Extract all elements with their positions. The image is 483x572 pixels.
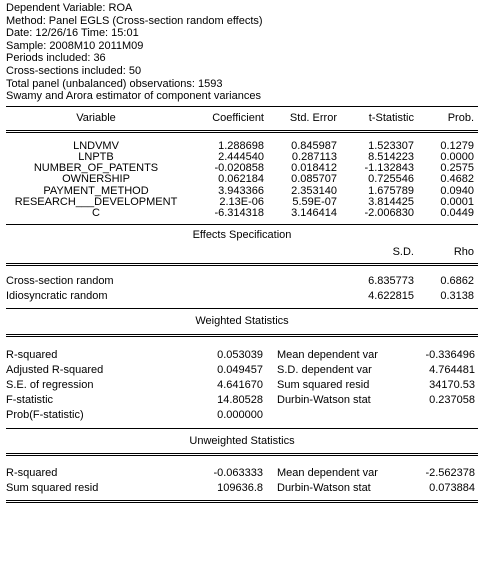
col-sd: S.D. — [392, 246, 414, 259]
std-error: 0.287113 — [291, 150, 337, 163]
stat-value: -2.562378 — [425, 467, 475, 480]
table-row — [6, 348, 478, 363]
weighted-title: Weighted Statistics — [195, 315, 289, 328]
table-row — [6, 289, 478, 304]
effect-rho: 0.6862 — [440, 275, 474, 288]
estimation-header — [6, 2, 478, 103]
prob: 0.4682 — [440, 173, 474, 186]
stat-label: Sum squared resid — [6, 482, 99, 495]
coefficient: -6.314318 — [214, 206, 264, 219]
unweighted-body — [6, 466, 478, 496]
stat-value: 4.641670 — [217, 379, 263, 392]
stat-label: S.D. dependent var — [277, 364, 372, 377]
effects-header — [6, 246, 478, 259]
effect-label: Cross-section random — [6, 275, 114, 288]
stat-label: S.E. of regression — [6, 379, 94, 392]
stat-label: Sum squared resid — [277, 379, 370, 392]
stat-label: Mean dependent var — [277, 349, 378, 362]
estimator-note: Swamy and Arora estimator of component variances — [6, 90, 261, 103]
stat-label: Durbin-Watson stat — [277, 394, 371, 407]
table-row — [6, 363, 478, 378]
t-statistic: 1.675789 — [368, 184, 414, 197]
stat-value: 0.000000 — [217, 409, 263, 422]
coefficient: 2.13E-06 — [219, 195, 264, 208]
stat-label: Prob(F-statistic) — [6, 409, 84, 422]
col-coefficient: Coefficient — [212, 111, 264, 124]
table-row — [6, 408, 478, 423]
coefficient: 3.943366 — [218, 184, 264, 197]
coefficient: 0.062184 — [218, 173, 264, 186]
table-row — [6, 393, 478, 408]
table-row — [6, 274, 478, 289]
table-row — [6, 378, 478, 393]
sample: Sample: 2008M10 2011M09 — [6, 39, 144, 52]
table-row — [6, 481, 478, 496]
coefficient: 2.444540 — [218, 150, 264, 163]
effects-body — [6, 274, 478, 304]
variable-name: NUMBER_OF_PATENTS — [33, 162, 159, 175]
t-statistic: -1.132843 — [364, 162, 414, 175]
col-prob: Prob. — [447, 111, 474, 124]
cross-sections-included: Cross-sections included: 50 — [6, 64, 142, 77]
unweighted-title: Unweighted Statistics — [189, 435, 295, 448]
prob: 0.2575 — [440, 162, 474, 175]
std-error: 3.146414 — [291, 206, 337, 219]
dependent-variable: Dependent Variable: ROA — [6, 2, 133, 14]
col-variable: Variable — [76, 111, 116, 124]
divider — [6, 500, 478, 501]
stat-value: 0.237058 — [429, 394, 475, 407]
prob: 0.0000 — [440, 150, 474, 163]
stat-value: 14.80528 — [217, 394, 263, 407]
t-statistic: 8.514223 — [368, 150, 414, 163]
std-error: 0.018412 — [291, 162, 337, 175]
prob: 0.0001 — [440, 195, 474, 208]
coef-table-body — [6, 141, 478, 219]
t-statistic: -2.006830 — [364, 206, 414, 219]
stat-label: Durbin-Watson stat — [277, 482, 371, 495]
coefficient: -0.020858 — [214, 162, 264, 175]
col-std-error: Std. Error — [289, 111, 337, 124]
coef-table-header — [6, 107, 478, 130]
table-row — [6, 466, 478, 481]
stat-value: 109636.8 — [217, 482, 263, 495]
effect-sd: 4.622815 — [368, 290, 414, 303]
stat-label: Adjusted R-squared — [6, 364, 104, 377]
regression-output — [6, 2, 478, 503]
t-statistic: 3.814425 — [368, 195, 414, 208]
t-statistic: 1.523307 — [368, 139, 414, 152]
prob: 0.1279 — [440, 139, 474, 152]
stat-value: 0.073884 — [429, 482, 475, 495]
table-row — [6, 174, 478, 185]
stat-value: 0.049457 — [217, 364, 263, 377]
col-t-statistic: t-Statistic — [368, 111, 414, 124]
stat-label: R-squared — [6, 467, 58, 480]
stat-value: -0.336496 — [425, 349, 475, 362]
effect-rho: 0.3138 — [440, 290, 474, 303]
divider — [6, 502, 478, 503]
stat-label: R-squared — [6, 349, 58, 362]
table-row — [6, 186, 478, 197]
effects-title: Effects Specification — [192, 229, 292, 242]
total-observations: Total panel (unbalanced) observations: 1593 — [6, 77, 223, 90]
effect-label: Idiosyncratic random — [6, 290, 108, 303]
variable-name: LNDVMV — [73, 139, 119, 152]
stat-value: 4.764481 — [429, 364, 475, 377]
method: Method: Panel EGLS (Cross-section random effects) — [6, 14, 263, 27]
std-error: 2.353140 — [291, 184, 337, 197]
date-time: Date: 12/26/16 Time: 15:01 — [6, 27, 139, 40]
variable-name: C — [92, 206, 100, 219]
variable-name: LNPTB — [78, 150, 114, 163]
prob: 0.0940 — [440, 184, 474, 197]
effect-sd: 6.835773 — [368, 275, 414, 288]
variable-name: OWNERSHIP — [62, 173, 130, 186]
std-error: 5.59E-07 — [292, 195, 337, 208]
stat-label: Mean dependent var — [277, 467, 378, 480]
t-statistic: 0.725546 — [368, 173, 414, 186]
stat-value: -0.063333 — [213, 467, 263, 480]
stat-value: 34170.53 — [429, 379, 475, 392]
variable-name: RESEARCH___DEVELOPMENT — [14, 195, 178, 208]
prob: 0.0449 — [440, 206, 474, 219]
table-row — [6, 208, 478, 219]
variable-name: PAYMENT_METHOD — [43, 184, 149, 197]
stat-value: 0.053039 — [217, 349, 263, 362]
col-rho: Rho — [453, 246, 474, 259]
stat-label: F-statistic — [6, 394, 54, 407]
weighted-body — [6, 348, 478, 423]
periods-included: Periods included: 36 — [6, 52, 106, 65]
std-error: 0.085707 — [291, 173, 337, 186]
coefficient: 1.288698 — [218, 139, 264, 152]
std-error: 0.845987 — [291, 139, 337, 152]
